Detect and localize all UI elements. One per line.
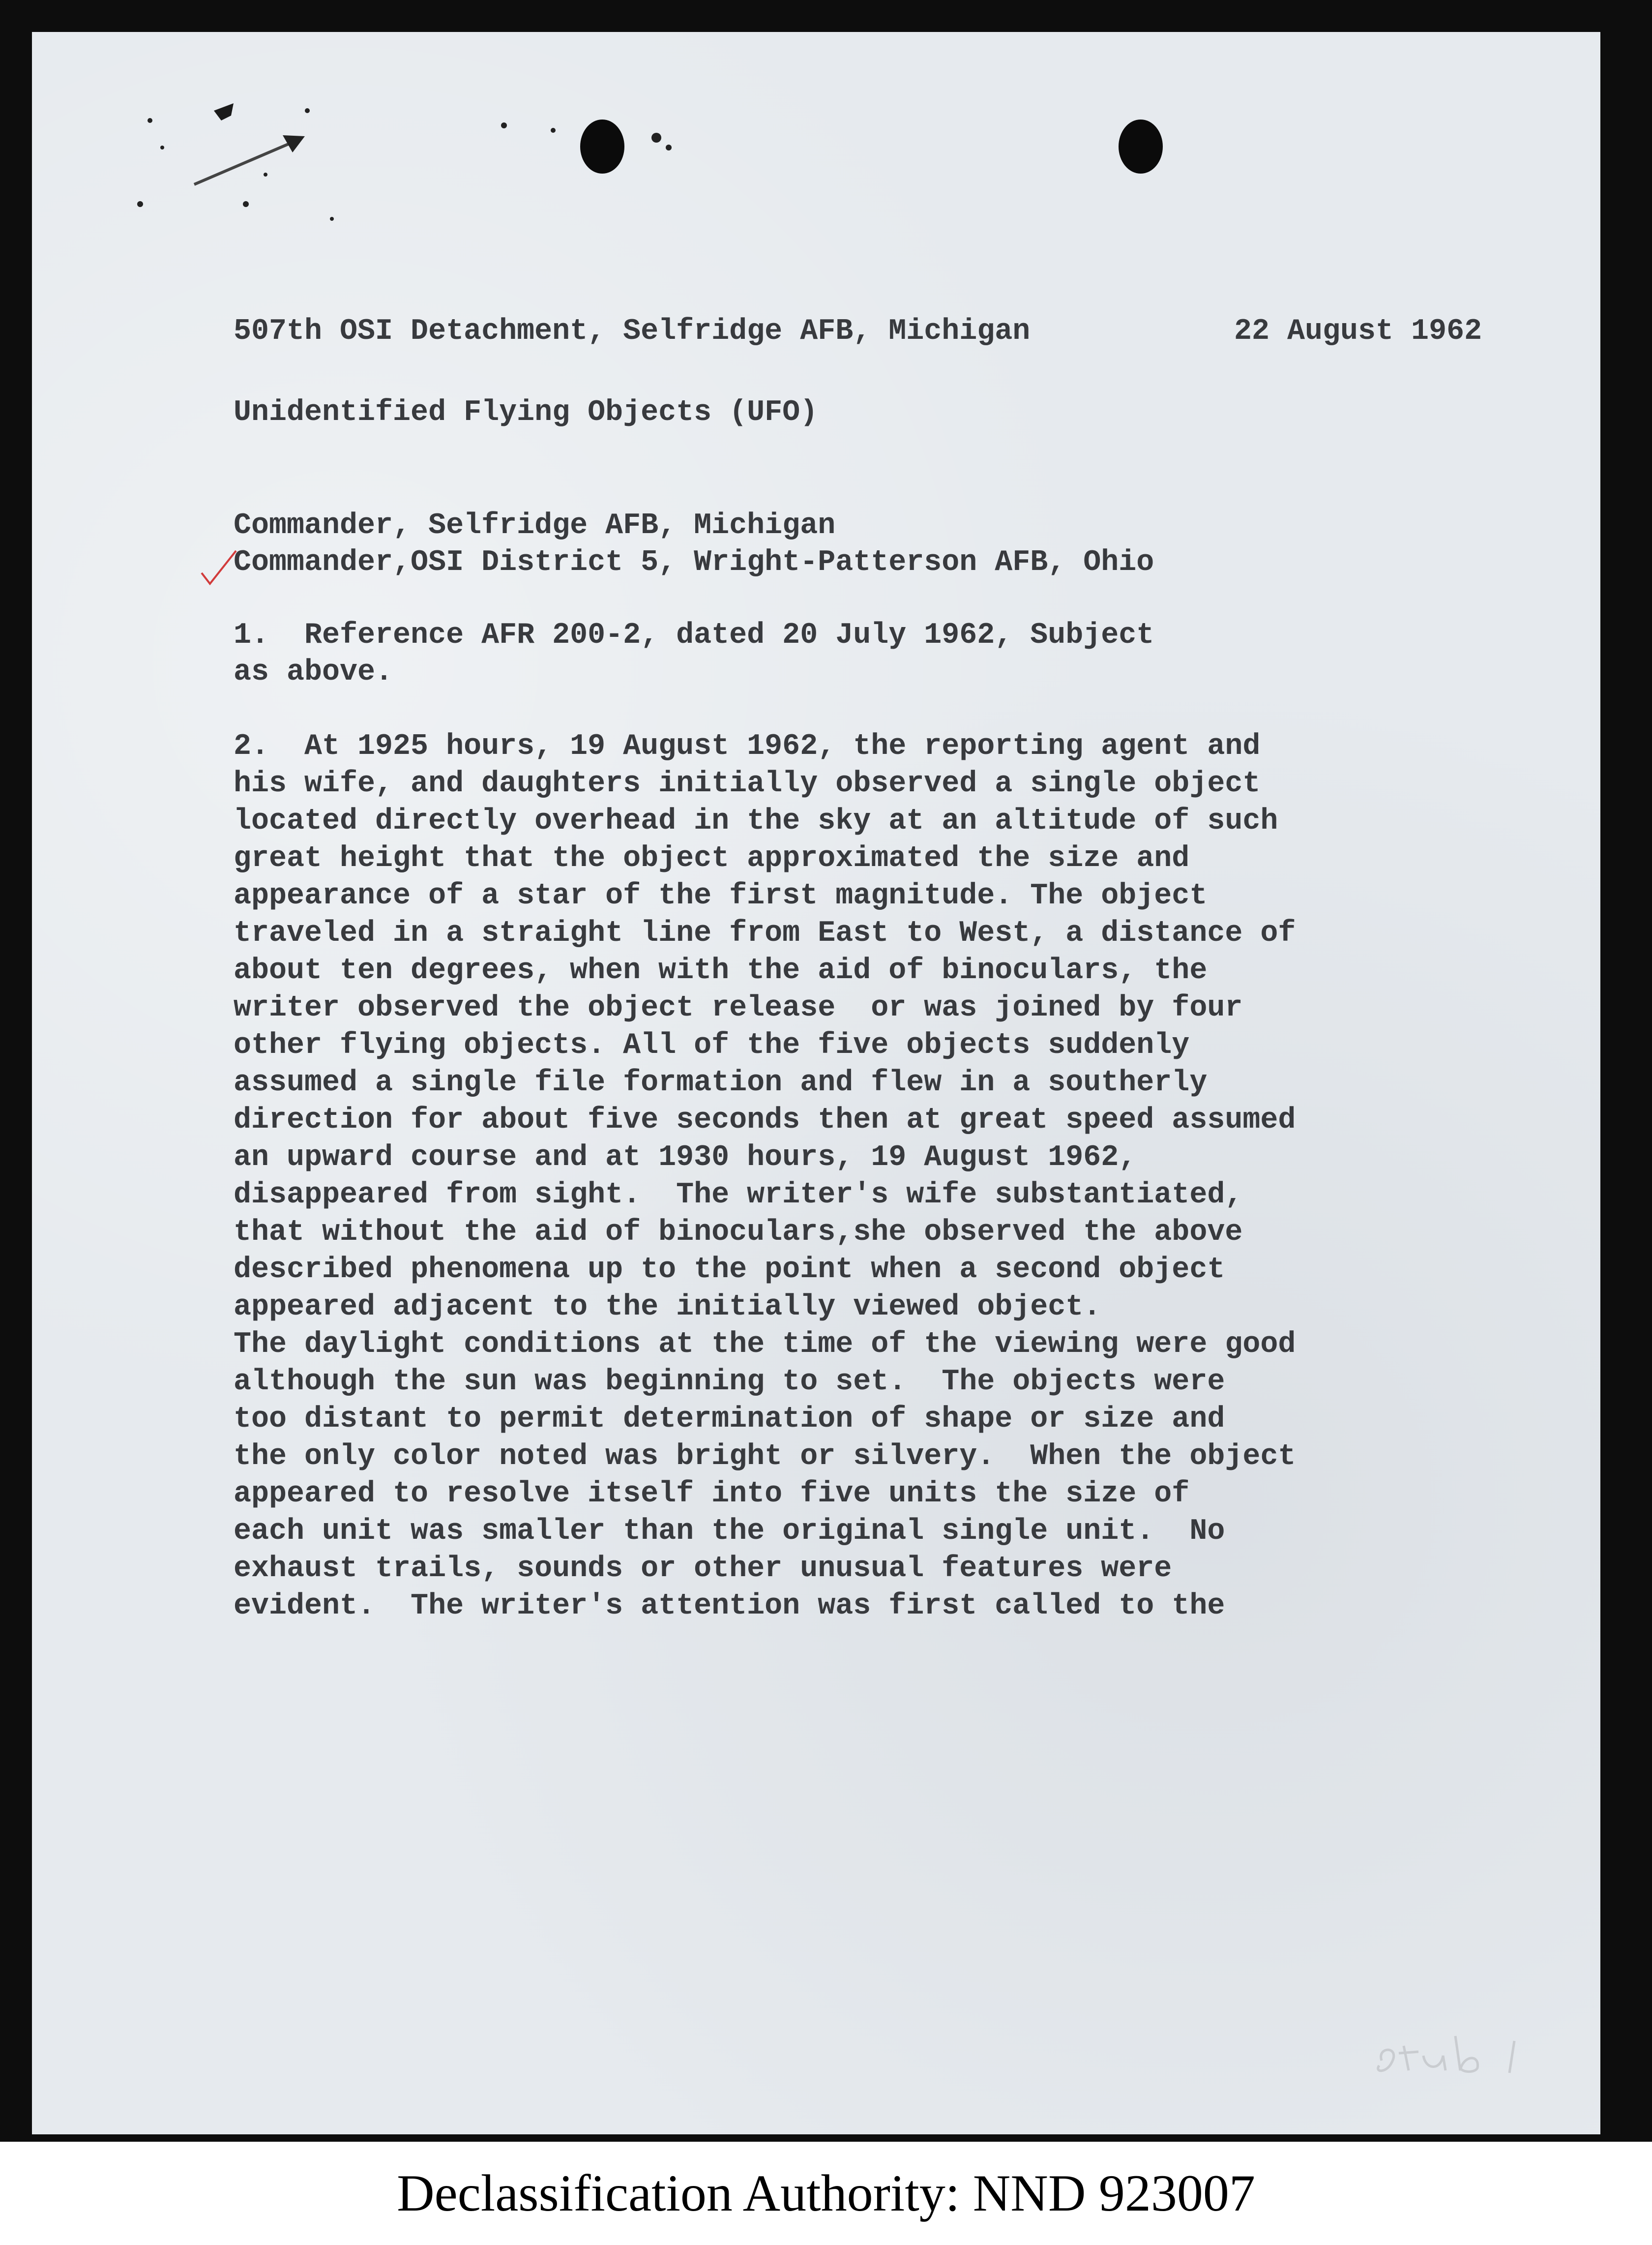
detachment-header: 507th OSI Detachment, Selfridge AFB, Michigan xyxy=(234,315,1031,348)
red-check-mark-icon xyxy=(199,548,238,588)
addressee-to: Commander,OSI District 5, Wright-Patterson AFB, Ohio xyxy=(234,546,1154,579)
declassification-footer: Declassification Authority: NND 923007 xyxy=(397,2164,1255,2222)
memo-subject: Unidentified Flying Objects (UFO) xyxy=(234,396,818,429)
memo-date: 22 August 1962 xyxy=(1234,315,1482,348)
arrow-mark xyxy=(194,140,297,184)
handwritten-initials xyxy=(1372,2026,1534,2080)
margin-ink-marks xyxy=(135,101,352,229)
ink-speckles xyxy=(499,101,696,189)
paragraph-2: 2. At 1925 hours, 19 August 1962, the reporting agent and his wife, and daughters initially observed a single object located directly overhead in the sky at an altitude of such great height that the object approximated the size and appearance of a star of the first magnitude. The object traveled in a straight line from East to West, a distance of about ten degrees, when with the aid of binoculars, the writer observed the object release or was joined by four other flying objects. All of the five objects suddenly assumed a single file formation and flew in a southerly direction for about five seconds then at great speed assumed an upward course and at 1930 hours, 19 August 1962, disappeared from sight. The writer's wife substantiated, that without the aid of binoculars,she observed the above described phenomena up to the point when a second object appeared adjacent to the initially viewed object. The daylight conditions at the time of the viewing were good although the sun was beginning to set. The objects were too distant to permit determination of shape or size and the only color noted was bright or silvery. When the object appeared to resolve itself into five units the size of each unit was smaller than the original single unit. No exhaust trails, sounds or other unusual features were evident. The writer's attention was first called to the xyxy=(234,730,1296,1623)
paragraph-1: 1. Reference AFR 200-2, dated 20 July 1962, Subject as above. xyxy=(234,619,1154,689)
ink-blot xyxy=(214,103,234,120)
addressee-from: Commander, Selfridge AFB, Michigan xyxy=(234,509,836,542)
punch-hole-right xyxy=(1119,120,1163,174)
